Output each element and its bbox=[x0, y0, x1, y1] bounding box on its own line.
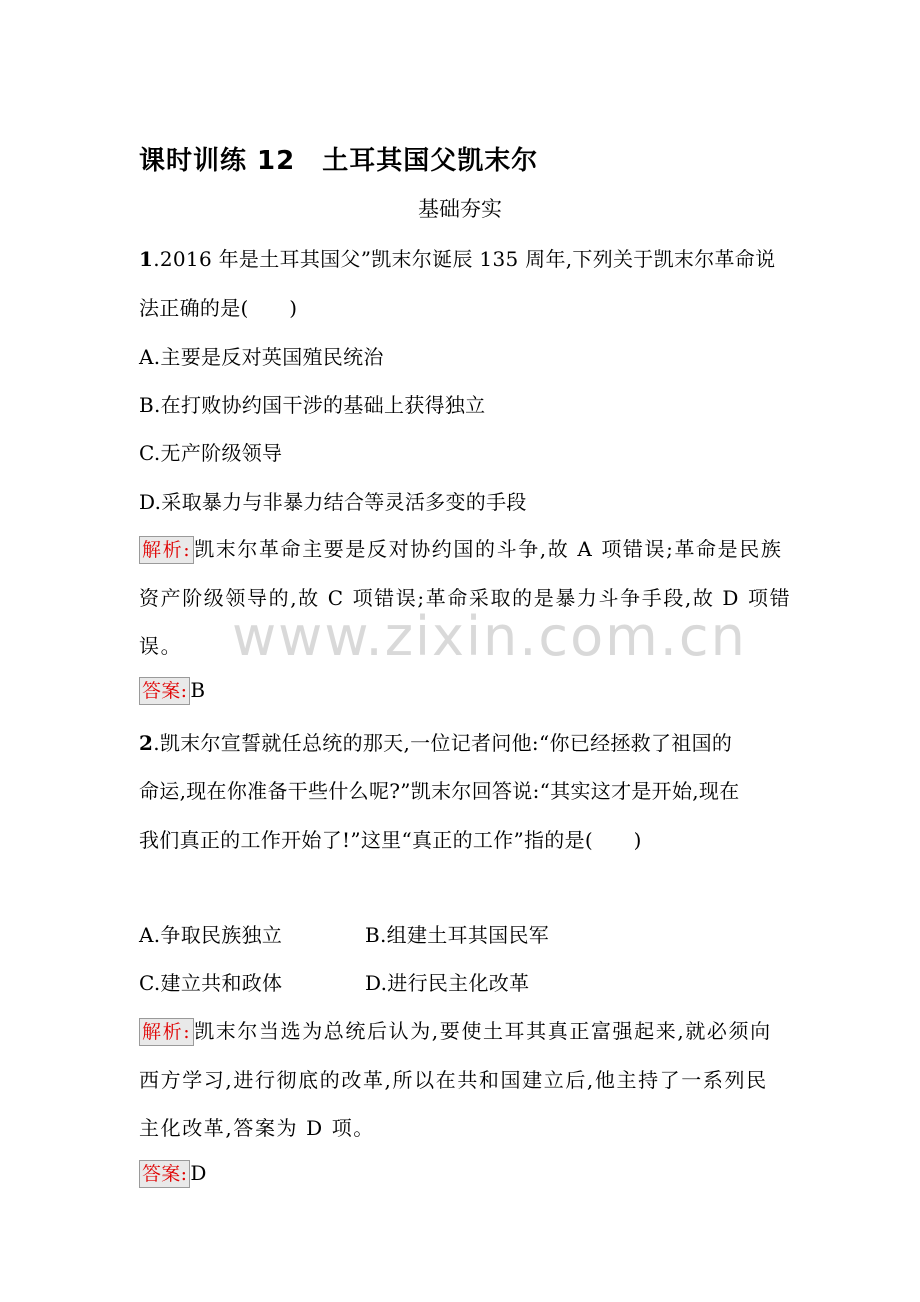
q1-answer: B bbox=[190, 678, 206, 702]
q1-answer-line bbox=[139, 677, 205, 705]
q2-option-b: B.组建土耳其国民军 bbox=[365, 923, 550, 947]
q2-option-c: C.建立共和政体 bbox=[139, 971, 283, 995]
q2-analysis-line-3: 主化改革,答案为 D 项。 bbox=[139, 1116, 375, 1140]
q1-option-d: D.采取暴力与非暴力结合等灵活多变的手段 bbox=[139, 490, 527, 514]
q1-number: 1 bbox=[139, 247, 154, 271]
q1-stem-text: .2016 年是土耳其国父”凯末尔诞辰 135 周年,下列关于凯末尔革命说 bbox=[153, 247, 776, 271]
q2-option-a: A.争取民族独立 bbox=[139, 923, 283, 947]
analysis-label: 解析: bbox=[139, 536, 194, 564]
q1-stem-line-2: 法正确的是( ) bbox=[139, 296, 298, 320]
q2-analysis-line-2: 西方学习,进行彻底的改革,所以在共和国建立后,他主持了一系列民 bbox=[139, 1068, 768, 1092]
watermark-text: www.zixin.com.cn bbox=[232, 605, 747, 668]
q1-analysis-line-1 bbox=[139, 533, 782, 564]
q1-analysis-line-3: 误。 bbox=[139, 634, 183, 658]
q2-analysis-line-1 bbox=[139, 1015, 772, 1046]
q2-stem-line-2: 命运,现在你准备干些什么呢?”凯末尔回答说:“其实这才是开始,现在 bbox=[139, 779, 740, 803]
q1-stem-line-1 bbox=[139, 243, 775, 272]
q1-analysis-text: 凯末尔革命主要是反对协约国的斗争,故 A 项错误;革命是民族 bbox=[194, 537, 783, 561]
answer-label: 答案: bbox=[139, 677, 190, 705]
q2-answer-line bbox=[139, 1160, 207, 1188]
q2-stem-text: .凯末尔宣誓就任总统的那天,一位记者问他:“你已经拯救了祖国的 bbox=[153, 731, 733, 755]
q1-analysis-line-2: 资产阶级领导的,故 C 项错误;革命采取的是暴力斗争手段,故 D 项错 bbox=[139, 586, 792, 610]
page-title: 课时训练 12 土耳其国父凯末尔 bbox=[139, 146, 539, 176]
section-heading: 基础夯实 bbox=[418, 197, 502, 221]
q1-option-c: C.无产阶级领导 bbox=[139, 441, 283, 465]
analysis-label: 解析: bbox=[139, 1018, 194, 1046]
q2-analysis-text: 凯末尔当选为总统后认为,要使土耳其真正富强起来,就必须向 bbox=[194, 1019, 772, 1043]
q2-stem-line-1 bbox=[139, 727, 732, 756]
q1-option-a: A.主要是反对英国殖民统治 bbox=[139, 345, 384, 369]
q2-answer: D bbox=[190, 1161, 207, 1185]
answer-label: 答案: bbox=[139, 1160, 190, 1188]
q1-option-b: B.在打败协约国干涉的基础上获得独立 bbox=[139, 393, 486, 417]
q2-stem-line-3: 我们真正的工作开始了!”这里“真正的工作”指的是( ) bbox=[139, 828, 642, 852]
q2-option-d: D.进行民主化改革 bbox=[365, 971, 530, 995]
q2-number: 2 bbox=[139, 731, 154, 755]
